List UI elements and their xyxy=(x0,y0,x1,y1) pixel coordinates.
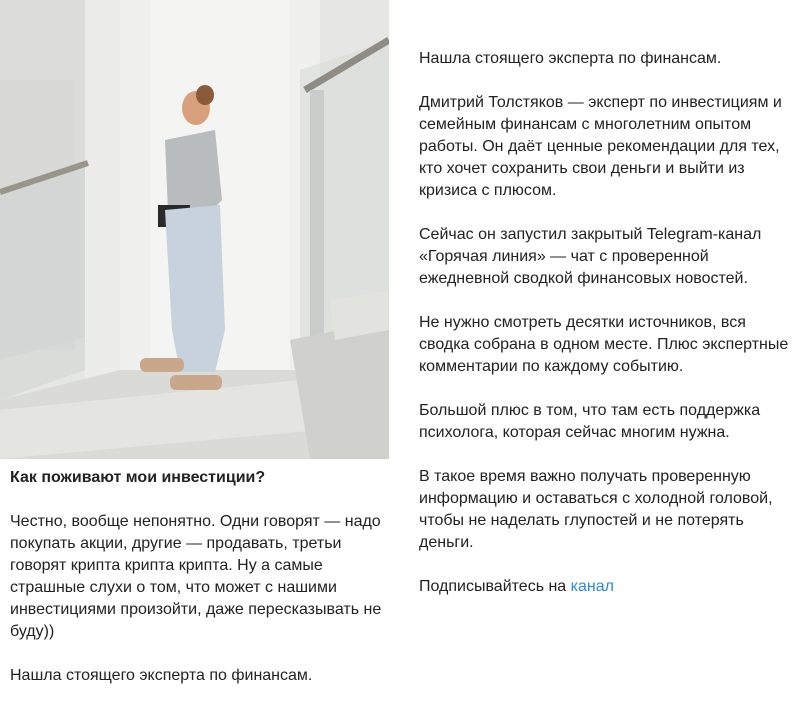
post-heading: Как поживают мои инвестиции? xyxy=(10,469,266,486)
left-post-text xyxy=(10,467,382,709)
post-paragraph: Нашла стоящего эксперта по финансам. xyxy=(419,50,722,67)
photo-woman-on-staircase xyxy=(0,0,389,459)
post-paragraph: Честно, вообще непонятно. Одни говорят — надо покупать акции, другие — продавать, третьи говорят крипта крипта крипта. Ну а самые страшные слухи о том, что может с нашими инвестициями произойти, даже пересказывать не буду)) xyxy=(10,513,382,640)
post-paragraph: В такое время важно получать проверенную информацию и оставаться с холодной головой, чтобы не наделать глупостей и не потерять деньги. xyxy=(419,468,773,551)
right-post-text xyxy=(419,48,793,620)
post-paragraph: Не нужно смотреть десятки источников, вся сводка собрана в одном месте. Плюс экспертные комментарии по каждому событию. xyxy=(419,314,789,375)
subscribe-prefix: Подписывайтесь на xyxy=(419,578,571,595)
post-paragraph: Дмитрий Толстяков — эксперт по инвестициям и семейным финансам с многолетним опытом работы. Он даёт ценные рекомендации для тех, кто хочет сохранить свои деньги и выйти из кризиса с плюсом. xyxy=(419,94,782,199)
post-paragraph: Большой плюс в том, что там есть поддержка психолога, которая сейчас многим нужна. xyxy=(419,402,761,441)
post-paragraph: Нашла стоящего эксперта по финансам. xyxy=(10,667,313,684)
channel-link[interactable]: канал xyxy=(570,578,614,595)
post-paragraph: Сейчас он запустил закрытый Telegram-канал «Горячая линия» — чат с проверенной ежедневной сводкой финансовых новостей. xyxy=(419,226,762,287)
subscribe-line xyxy=(419,576,793,598)
